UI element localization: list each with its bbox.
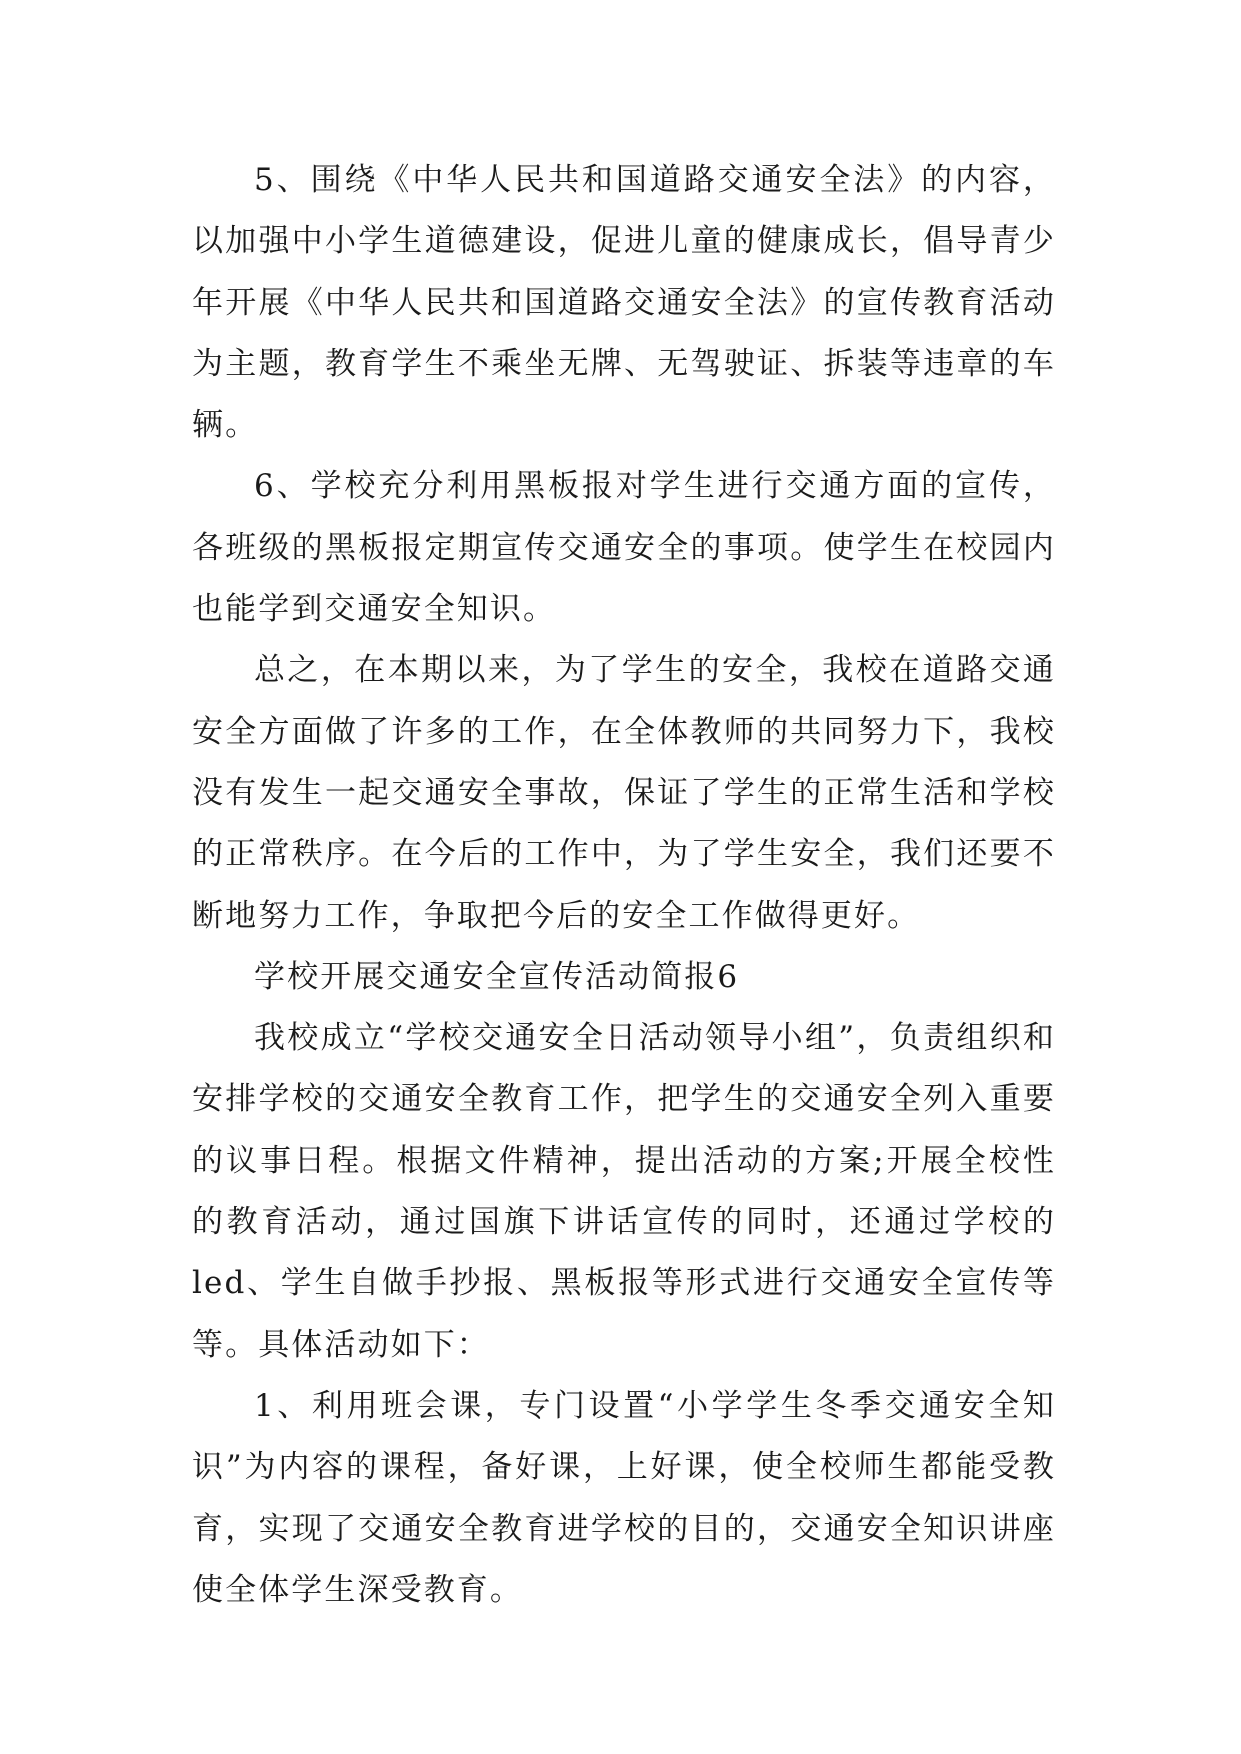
paragraph-intro: 我校成立“学校交通安全日活动领导小组”，负责组织和安排学校的交通安全教育工作，把学生的交通安全列入重要的议事日程。根据文件精神，提出活动的方案;开展全校性的教育活动，通过国旗下讲话宣传的同时，还通过学校的led、学生自做手抄报、黑板报等形式进行交通安全宣传等等。具体活动如下： (192, 1020, 1056, 1363)
paragraph-item-5: 5、围绕《中华人民共和国道路交通安全法》的内容，以加强中小学生道德建设，促进儿童的健康成长，倡导青少年开展《中华人民共和国道路交通安全法》的宣传教育活动为主题，教育学生不乘坐无牌、无驾驶证、拆装等违章的车辆。 (192, 162, 1056, 444)
paragraph-item-6: 6、学校充分利用黑板报对学生进行交通方面的宣传，各班级的黑板报定期宣传交通安全的事项。使学生在校园内也能学到交通安全知识。 (192, 468, 1056, 628)
paragraph-summary: 总之，在本期以来，为了学生的安全，我校在道路交通安全方面做了许多的工作，在全体教师的共同努力下，我校没有发生一起交通安全事故，保证了学生的正常生活和学校的正常秩序。在今后的工作中，为了学生安全，我们还要不断地努力工作，争取把今后的安全工作做得更好。 (192, 652, 1056, 934)
document-page (192, 150, 1056, 1621)
section-heading: 学校开展交通安全宣传活动简报6 (254, 958, 740, 995)
paragraph-item-1: 1、利用班会课，专门设置“小学学生冬季交通安全知识”为内容的课程，备好课，上好课，使全校师生都能受教育，实现了交通安全教育进学校的目的，交通安全知识讲座使全体学生深受教育。 (192, 1387, 1056, 1608)
